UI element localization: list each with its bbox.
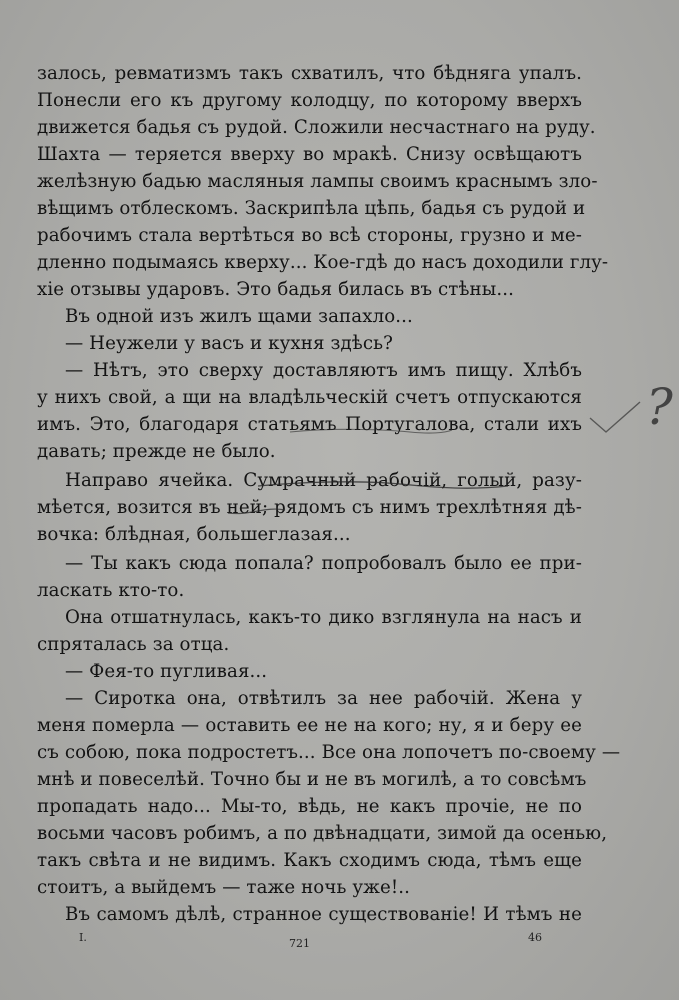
text-line: Она отшатнулась, какъ-то дико взглянула на насъ и	[65, 607, 582, 628]
text-line: давать; прежде не было.	[37, 441, 276, 462]
text-line: съ собою, пока подростетъ... Все она лопочетъ по-своему —	[37, 742, 621, 763]
text-line: рабочимъ стала вертѣться во всѣ стороны, грузно и ме-	[37, 225, 582, 246]
text-line: мнѣ и повеселѣй. Точно бы и не въ могилѣ, а то совсѣмъ	[37, 769, 587, 790]
text-line: желѣзную бадью масляныя лампы своимъ краснымъ зло-	[37, 171, 598, 192]
text-line: Въ самомъ дѣлѣ, странное существованіе! И тѣмъ не	[65, 904, 582, 925]
text-line: дленно подымаясь кверху... Кое-гдѣ до насъ доходили глу-	[37, 252, 609, 273]
text-line: хіе отзывы ударовъ. Это бадья билась въ стѣны...	[37, 279, 514, 300]
text-line: меня померла — оставить ее не на кого; ну, я и беру ее	[37, 715, 582, 736]
text-line: — Нѣтъ, это сверху доставляютъ имъ пищу. Хлѣбъ	[65, 360, 582, 381]
text-line: Понесли его къ другому колодцу, по которому вверхъ	[37, 90, 582, 111]
page-number: 721	[289, 937, 310, 950]
text-line: восьми часовъ робимъ, а по двѣнадцати, зимой да осенью,	[37, 823, 608, 844]
text-line: такъ свѣта и не видимъ. Какъ сходимъ сюда, тѣмъ еще	[37, 850, 582, 871]
text-line: пропадать надо... Мы-то, вѣдь, не какъ прочіе, не по	[37, 796, 582, 817]
sheet-number: 46	[528, 931, 542, 944]
footer-signature-mark: I.	[79, 931, 87, 944]
text-line: — Ты какъ сюда попала? попробовалъ было ее при-	[65, 553, 582, 574]
text-line: имъ. Это, благодаря статьямъ Португалова, стали ихъ	[37, 414, 582, 435]
text-line: мѣется, возится въ ней; рядомъ съ нимъ трехлѣтняя дѣ-	[37, 497, 582, 518]
text-line: вѣщимъ отблескомъ. Заскрипѣла цѣпь, бадья съ рудой и	[37, 198, 586, 219]
text-line: — Сиротка она, отвѣтилъ за нее рабочій. Жена у	[65, 688, 582, 709]
text-line: у нихъ свой, а щи на владѣльческій счетъ отпускаются	[37, 387, 582, 408]
pencil-question-mark: ?	[646, 378, 673, 436]
text-line: — Неужели у васъ и кухня здѣсь?	[65, 333, 393, 354]
text-line: ласкать кто-то.	[37, 580, 185, 601]
text-line: Шахта — теряется вверху во мракѣ. Снизу освѣщаютъ	[37, 144, 582, 165]
text-line: движется бадья съ рудой. Сложили несчастнаго на руду.	[37, 117, 596, 138]
text-line: Направо ячейка. Сумрачный рабочій, голый, разу-	[65, 470, 582, 491]
text-line: стоитъ, а выйдемъ — таже ночь уже!..	[37, 877, 411, 898]
text-line: — Фея-то пугливая...	[65, 661, 268, 682]
text-line: Въ одной изъ жилъ щами запахло...	[65, 306, 413, 327]
text-line: спряталась за отца.	[37, 634, 230, 655]
text-line: залось, ревматизмъ такъ схватилъ, что бѣдняга упалъ.	[37, 63, 582, 84]
text-line: вочка: блѣдная, большеглазая...	[37, 524, 351, 545]
